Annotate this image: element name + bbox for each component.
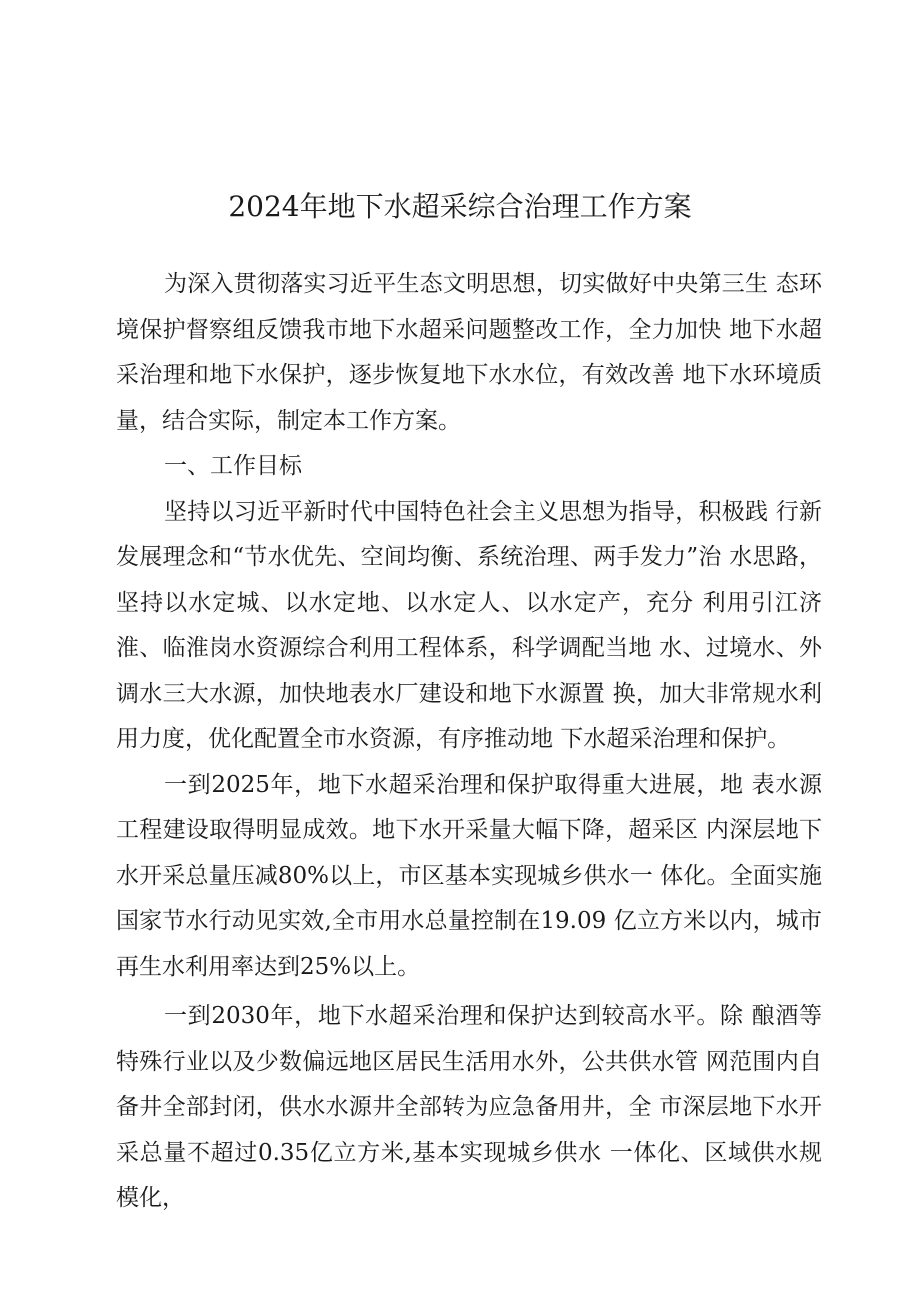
section-heading-work-goals: 一、工作目标 (164, 453, 302, 479)
intro-paragraph: 为深入贯彻落实习近平生态文明思想，切实做好中央第三生 态环境保护督察组反馈我市地下水超采问题整改工作，全力加快 地下水超采治理和地下水保护，逐步恢复地下水水位，有效改善 地下水环境质量，结合实际，制定本工作方案。 (116, 271, 822, 434)
target-2025-paragraph: 一到2025年，地下水超采治理和保护取得重大进展，地 表水源工程建设取得明显成效。地下水开采量大幅下降，超采区 内深层地下水开采总量压减80%以上，市区基本实现城乡供水一 体化。全面实施国家节水行动见实效,全市用水总量控制在19.09 亿立方米以内，城市再生水利用率达到25%以上。 (116, 771, 822, 980)
document-body (116, 262, 822, 1222)
target-2030-paragraph: 一到2030年，地下水超采治理和保护达到较高水平。除 酿酒等特殊行业以及少数偏远地区居民生活用水外，公共供水管 网范围内自备井全部封闭，供水水源井全部转为应急备用井，全 市深层地下水开采总量不超过0.35亿立方米,基本实现城乡供水 一体化、区域供水规模化， (116, 1003, 822, 1211)
document-title: 2024年地下水超采综合治理工作方案 (228, 189, 692, 223)
goals-paragraph: 坚持以习近平新时代中国特色社会主义思想为指导，积极践 行新发展理念和“节水优先、空间均衡、系统治理、两手发力”治 水思路，坚持以水定城、以水定地、以水定人、以水定产，充分 利用引江济淮、临淮岗水资源综合利用工程体系，科学调配当地 水、过境水、外调水三大水源，加快地表水厂建设和地下水源置 换，加大非常规水利用力度，优化配置全市水资源，有序推动地 下水超采治理和保护。 (116, 498, 822, 752)
